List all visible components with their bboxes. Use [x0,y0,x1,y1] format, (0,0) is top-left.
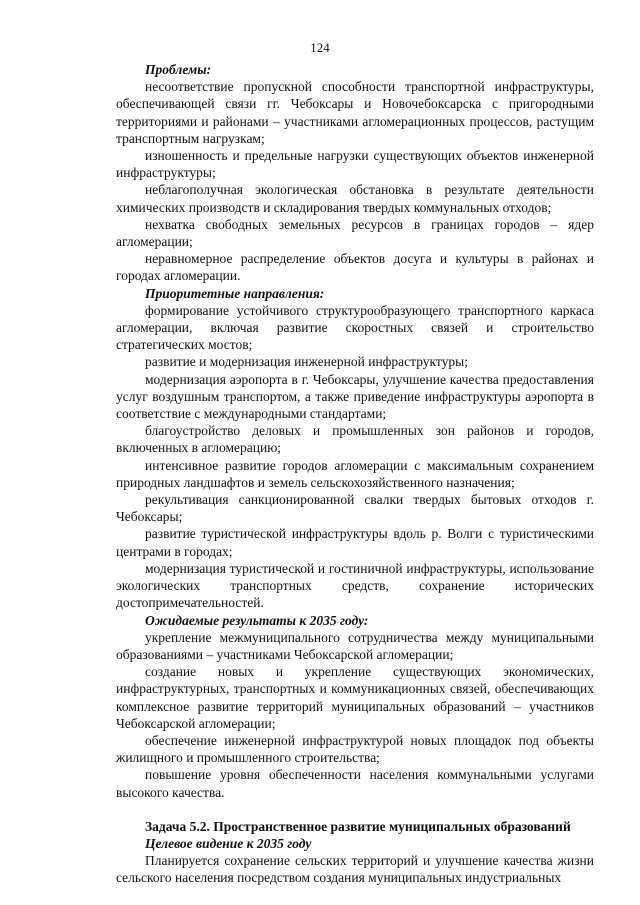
priority-item: модернизация туристической и гостиничной инфраструктуры, использование экологических транспортных средств, сохранение исторических достопримечательностей. [116,560,594,611]
priority-item: рекультивация санкционированной свалки твердых бытовых отходов г. Чебоксары; [116,492,594,525]
priority-item: благоустройство деловых и промышленных зон районов и городов, включенных в агломерацию; [116,423,594,456]
priorities-heading: Приоритетные направления: [145,285,325,301]
priority-item: формирование устойчивого структурообразующего транспортного каркаса агломерации, включая развитие скоростных связей и строительство стратегических мостов; [116,302,594,353]
problem-item: изношенность и предельные нагрузки существующих объектов инженерной инфраструктуры; [116,148,594,181]
priority-item: развитие и модернизация инженерной инфраструктуры; [145,354,468,370]
priority-item: модернизация аэропорта в г. Чебоксары, улучшение качества предоставления услуг воздушным транспортом, а также приведение инфраструктуры аэропорта в соответствие с международными стандартами; [116,371,594,422]
problems-heading: Проблемы: [145,62,212,77]
result-item: укрепление межмуниципального сотрудничества между муниципальными образованиями – участниками Чебоксарской агломерации; [116,629,594,662]
page-number: 124 [310,40,330,55]
result-item: создание новых и укрепление существующих экономических, инфраструктурных, транспортных и коммуникационных связей, обеспечивающих комплексное развитие территорий муниципальных образований – участников Чебоксарской агломерации; [116,664,594,731]
problem-item: неравномерное распределение объектов досуга и культуры в районах и городах агломерации. [116,251,594,284]
problem-item: неблагополучная экологическая обстановка в результате деятельности химических производств и складирования твердых коммунальных отходов; [116,182,594,215]
problem-item: нехватка свободных земельных ресурсов в границах городов – ядер агломерации; [116,216,594,250]
problem-item: несоответствие пропускной способности транспортной инфраструктуры, обеспечивающей связи гг. Чебоксары и Новочебоксарска с пригородными территориями и районами – участниками агломерационных процессов, растущим транспортным нагрузкам; [116,79,594,146]
page-content [116,61,594,887]
result-item: повышение уровня обеспеченности населения коммунальными услугами высокого качества. [116,767,594,800]
task-subtitle: Целевое видение к 2035 году [145,835,312,851]
priority-item: развитие туристической инфраструктуры вдоль р. Волги с туристическими центрами в городах; [116,526,594,559]
results-heading: Ожидаемые результаты к 2035 году: [145,612,369,628]
task-text: Планируется сохранение сельских территорий и улучшение качества жизни сельского населения посредством создания муниципальных индустриальных [116,853,594,886]
result-item: обеспечение инженерной инфраструктурой новых площадок под объекты жилищного и промышленного строительства; [116,732,594,766]
task-title: Задача 5.2. Пространственное развитие муниципальных образований [145,818,571,834]
priority-item: интенсивное развитие городов агломерации с максимальным сохранением природных ландшафтов и земель сельскохозяйственного назначения; [116,457,594,490]
